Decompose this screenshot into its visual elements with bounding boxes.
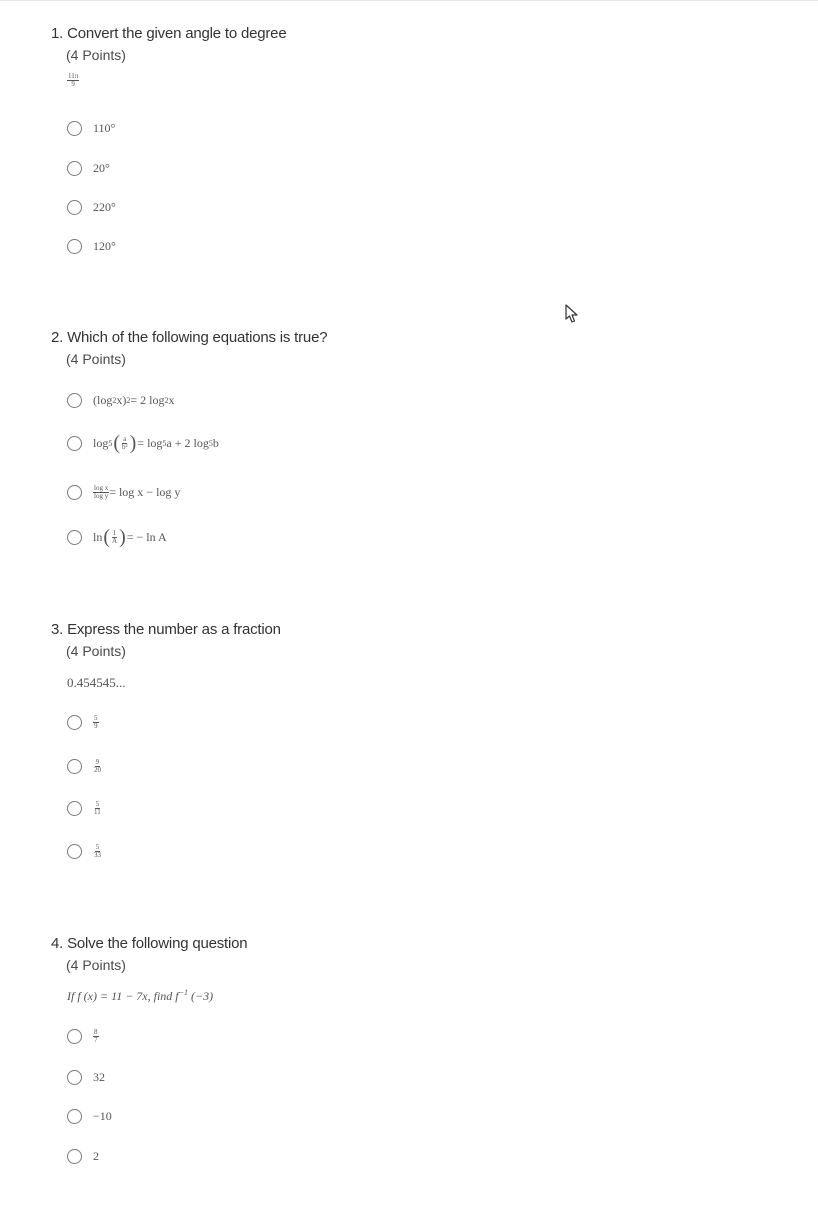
radio-button[interactable] <box>67 844 82 859</box>
question-points: (4 Points) <box>66 643 126 659</box>
radio-button[interactable] <box>67 161 82 176</box>
radio-button[interactable] <box>67 121 82 136</box>
question-title: 3. Express the number as a fraction <box>51 621 281 638</box>
radio-button[interactable] <box>67 759 82 774</box>
answer-option[interactable] <box>67 482 180 502</box>
question-title: 2. Which of the following equations is true? <box>51 329 328 346</box>
radio-button[interactable] <box>67 715 82 730</box>
option-label: $\frac{8}{7}$ <box>94 1027 98 1044</box>
radio-button[interactable] <box>67 530 82 545</box>
answer-option[interactable] <box>67 236 116 256</box>
option-label: $\frac{5}{9}$ <box>94 713 98 730</box>
answer-option[interactable] <box>67 1067 105 1087</box>
answer-option[interactable] <box>67 390 174 410</box>
option-label: $\frac{\text{log x}}{\text{log y}}$ = log x − log y <box>94 483 181 500</box>
radio-button[interactable] <box>67 1029 82 1044</box>
radio-button[interactable] <box>67 239 82 254</box>
option-label: $\frac{5}{33}$ <box>94 842 101 859</box>
radio-button[interactable] <box>67 801 82 816</box>
answer-option[interactable] <box>67 712 99 732</box>
option-label: −10 <box>93 1108 112 1123</box>
answer-option[interactable] <box>67 118 115 138</box>
question-2 <box>51 328 751 548</box>
radio-button[interactable] <box>67 393 82 408</box>
answer-option[interactable] <box>67 527 167 547</box>
answer-option[interactable] <box>67 841 102 861</box>
answer-option[interactable] <box>67 158 110 178</box>
option-label: 32 <box>93 1069 105 1084</box>
option-label: ln ( $\frac{1}{A}$ ) = − ln A <box>93 526 167 548</box>
top-divider <box>0 0 818 1</box>
option-label: (log 2 x) 2 = 2 log 2 x <box>93 392 175 407</box>
option-label: 110° <box>93 120 116 135</box>
answer-option[interactable] <box>67 798 102 818</box>
option-label: 120° <box>93 238 116 253</box>
question-prompt <box>67 72 79 88</box>
question-prompt: If f (x) = 11 − 7x, find $f^{-1}$ (−3) <box>67 988 214 1003</box>
question-4 <box>51 934 751 1163</box>
question-title: 4. Solve the following question <box>51 935 248 952</box>
answer-option[interactable] <box>67 756 102 776</box>
question-points: (4 Points) <box>66 957 126 973</box>
question-title: 1. Convert the given angle to degree <box>51 25 287 42</box>
answer-option[interactable] <box>67 1026 99 1046</box>
radio-button[interactable] <box>67 485 82 500</box>
answer-option[interactable] <box>67 197 116 217</box>
question-1 <box>51 24 751 253</box>
option-label: $\frac{9}{20}$ <box>94 757 101 774</box>
question-3 <box>51 620 751 859</box>
radio-button[interactable] <box>67 1070 82 1085</box>
mouse-pointer-icon <box>564 304 580 324</box>
answer-option[interactable] <box>67 1106 112 1126</box>
answer-option[interactable] <box>67 433 219 453</box>
radio-button[interactable] <box>67 436 82 451</box>
option-label: log 5 ( $\frac{a}{\text{b²}}$ ) = log 5 a + 2 log 5 b <box>93 432 219 454</box>
prompt-fraction: $\frac{11\pi}{9}$ <box>68 71 79 88</box>
radio-button[interactable] <box>67 200 82 215</box>
radio-button[interactable] <box>67 1109 82 1124</box>
question-points: (4 Points) <box>66 47 126 63</box>
question-prompt: 0.454545... <box>67 675 126 690</box>
option-label: 220° <box>93 199 116 214</box>
option-label: 2 <box>93 1148 99 1163</box>
question-points: (4 Points) <box>66 351 126 367</box>
option-label: 20° <box>93 160 110 175</box>
answer-option[interactable] <box>67 1146 99 1166</box>
option-label: $\frac{5}{11}$ <box>94 799 101 816</box>
radio-button[interactable] <box>67 1149 82 1164</box>
